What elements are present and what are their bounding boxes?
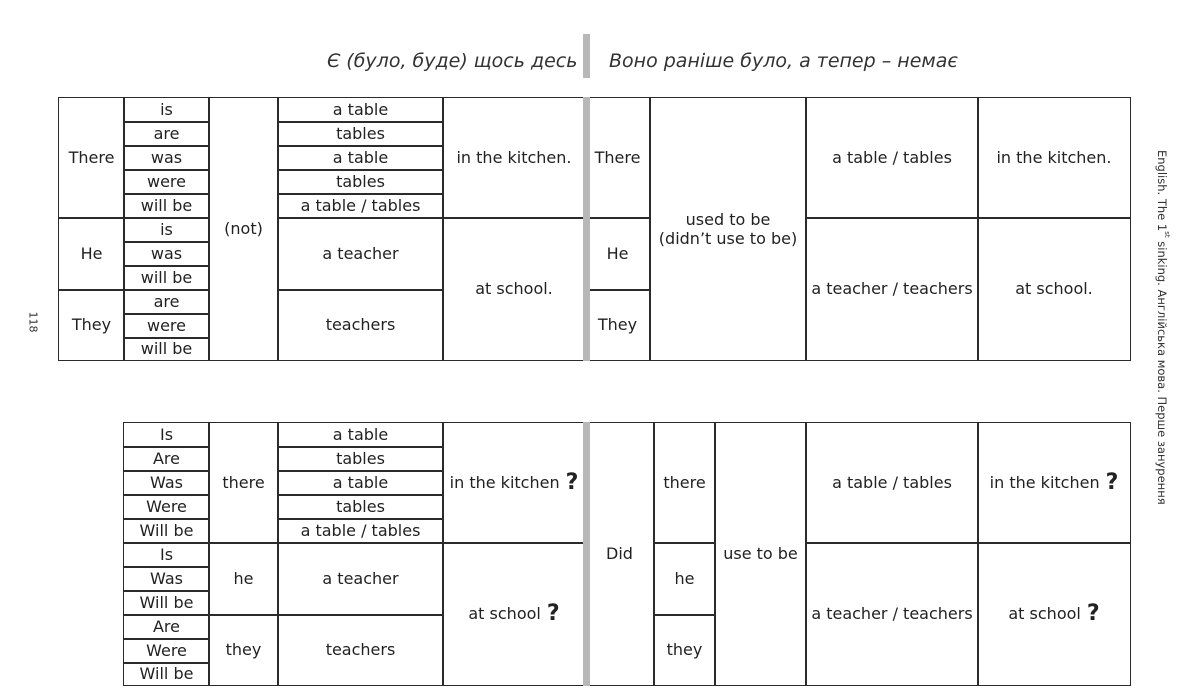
verb-cell: will be: [123, 265, 210, 291]
subject-they-cell: They: [58, 289, 125, 361]
place-school-cell: at school ?: [977, 542, 1131, 686]
subject-he-cell: he: [653, 542, 716, 616]
place-kitchen-cell: in the kitchen.: [442, 97, 586, 219]
table-divider: [583, 422, 590, 686]
verb-cell: are: [123, 289, 210, 315]
verb-cell: Was: [123, 566, 210, 592]
verb-cell: Will be: [123, 662, 210, 686]
verb-cell: Was: [123, 470, 210, 496]
object-cell: a table: [277, 97, 444, 123]
used-to-be-cell: used to be (didn’t use to be): [649, 97, 807, 361]
verb-cell: will be: [123, 193, 210, 219]
verb-cell: were: [123, 169, 210, 195]
subject-they-cell: they: [653, 614, 716, 686]
place-kitchen-cell: in the kitchen ?: [442, 422, 586, 544]
object-cell: tables: [277, 446, 444, 472]
verb-cell: Is: [123, 422, 210, 448]
place-school-cell: at school.: [442, 217, 586, 361]
subject-there-cell: there: [208, 422, 279, 544]
subject-there-cell: There: [584, 97, 651, 219]
question-mark: ?: [1105, 469, 1119, 495]
object-cell: tables: [277, 169, 444, 195]
subject-there-cell: there: [653, 422, 716, 544]
object-table-cell: a table / tables: [805, 97, 979, 219]
object-cell: a table / tables: [277, 193, 444, 219]
verb-cell: Will be: [123, 518, 210, 544]
verb-cell: Will be: [123, 590, 210, 616]
subject-they-cell: they: [208, 614, 279, 686]
question-mark: ?: [565, 469, 579, 495]
verb-cell: Were: [123, 494, 210, 520]
verb-cell: Are: [123, 614, 210, 640]
object-teacher-cell: a teacher: [277, 217, 444, 291]
object-teachers-cell: teachers: [277, 614, 444, 686]
object-cell: a table: [277, 470, 444, 496]
verb-cell: were: [123, 313, 210, 339]
subject-he-cell: he: [208, 542, 279, 616]
side-caption: English. The 1st sinking. Англійська мова. Перше занурення: [1155, 150, 1171, 505]
place-kitchen-cell: in the kitchen.: [977, 97, 1131, 219]
verb-cell: is: [123, 97, 210, 123]
object-cell: a table / tables: [277, 518, 444, 544]
subject-there-cell: There: [58, 97, 125, 219]
object-cell: tables: [277, 494, 444, 520]
subject-they-cell: They: [584, 289, 651, 361]
object-cell: a table: [277, 422, 444, 448]
use-to-be-cell: use to be: [714, 422, 807, 686]
verb-cell: was: [123, 241, 210, 267]
verb-cell: will be: [123, 337, 210, 361]
verb-cell: are: [123, 121, 210, 147]
header-divider: [583, 34, 590, 78]
object-teacher-cell: a teacher: [277, 542, 444, 616]
table-divider: [583, 97, 590, 361]
object-table-cell: a table / tables: [805, 422, 979, 544]
left-header-title: Є (було, буде) щось десь: [327, 50, 578, 72]
verb-cell: was: [123, 145, 210, 171]
verb-cell: Is: [123, 542, 210, 568]
question-mark: ?: [546, 600, 560, 626]
verb-cell: Are: [123, 446, 210, 472]
object-cell: tables: [277, 121, 444, 147]
right-header-title: Воно раніше було, а тепер – немає: [609, 50, 958, 72]
object-teachers-cell: teachers: [277, 289, 444, 361]
place-school-cell: at school ?: [442, 542, 586, 686]
subject-he-cell: He: [58, 217, 125, 291]
object-cell: a table: [277, 145, 444, 171]
question-mark: ?: [1086, 600, 1100, 626]
did-cell: Did: [584, 422, 655, 686]
not-cell: (not): [208, 97, 279, 361]
place-school-cell: at school.: [977, 217, 1131, 361]
verb-cell: Were: [123, 638, 210, 664]
object-teacher-cell: a teacher / teachers: [805, 217, 979, 361]
place-kitchen-cell: in the kitchen ?: [977, 422, 1131, 544]
page-number: 118: [26, 311, 40, 333]
subject-he-cell: He: [584, 217, 651, 291]
verb-cell: is: [123, 217, 210, 243]
object-teacher-cell: a teacher / teachers: [805, 542, 979, 686]
